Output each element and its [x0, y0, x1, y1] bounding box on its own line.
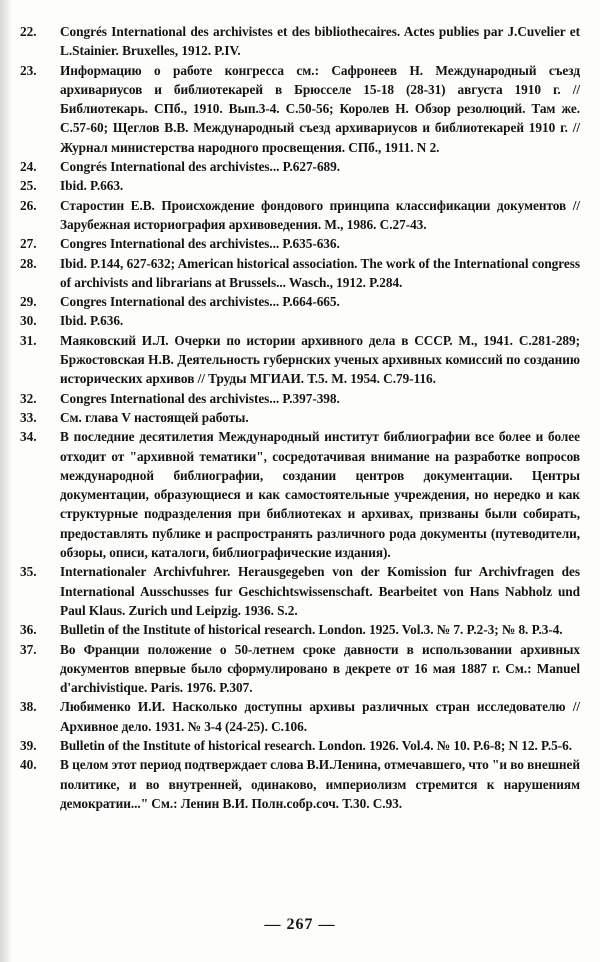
endnote-item — [20, 157, 580, 176]
endnote-number: 23. — [20, 62, 37, 78]
endnote-item — [20, 254, 580, 293]
endnote-text: Internationaler Archivfuhrer. Herausgegeben von der Komission fur Archivfragen des International Ausschusses fur Geschichtswissenschaft. Bearbeitet von Hans Nabholz und Paul Klaus. Zurich und Leipzig. 1936. S.2. — [60, 564, 580, 618]
endnote-item — [20, 61, 580, 157]
endnote-number: 34. — [20, 429, 37, 445]
endnote-number: 32. — [20, 390, 37, 406]
endnote-item — [20, 736, 580, 755]
endnote-item — [20, 331, 580, 389]
endnote-text: Bulletin of the Institute of historical research. London. 1926. Vol.4. № 10. P.6-8; N 12. P.5-6. — [60, 737, 573, 753]
endnote-number: 27. — [20, 236, 37, 252]
endnote-number: 38. — [20, 699, 37, 715]
endnote-item — [20, 427, 580, 562]
endnote-number: 36. — [20, 622, 37, 638]
endnote-item — [20, 408, 580, 427]
endnotes-list — [20, 22, 580, 813]
endnote-number: 30. — [20, 313, 37, 329]
endnote-number: 22. — [20, 24, 37, 39]
endnote-item — [20, 176, 580, 195]
endnote-item — [20, 234, 580, 253]
endnote-text: Congres International des archivistes... P.397-398. — [60, 390, 340, 406]
endnote-item — [20, 311, 580, 330]
endnote-item — [20, 755, 580, 813]
endnote-item — [20, 292, 580, 311]
endnote-number: 28. — [20, 255, 37, 271]
endnote-item — [20, 389, 580, 408]
endnote-item — [20, 562, 580, 620]
endnote-number: 24. — [20, 159, 37, 175]
endnote-text: Маяковский И.Л. Очерки по истории архивного дела в СССР. М., 1941. С.281-289; Бржостовская Н.В. Деятельность губернских ученых архивных комиссий по созданию исторических архивов // Труды МГИАИ. Т.5. М. 1954. С.79-116. — [60, 332, 580, 387]
endnote-number: 29. — [20, 294, 37, 310]
endnote-text: Bulletin of the Institute of historical research. London. 1925. Vol.3. № 7. P.2-3; № 8. P.3-4. — [60, 622, 563, 638]
endnote-item — [20, 22, 580, 61]
endnote-item — [20, 697, 580, 736]
endnote-number: 35. — [20, 564, 37, 580]
endnote-text: Любименко И.И. Насколько доступны архивы различных стран исследователю // Архивное дело. 1931. № 3-4 (24-25). С.106. — [60, 699, 580, 734]
endnote-item — [20, 196, 580, 235]
endnote-text: Congres International des archivistes... P.664-665. — [60, 294, 340, 310]
endnote-text: Во Франции положение о 50-летнем сроке давности в использовании архивных документов впервые было сформулировано в декрете от 16 мая 1887 г. См.: Manuel d'archivistique. Paris. 1976. P.307. — [60, 641, 580, 696]
endnote-text: См. глава V настоящей работы. — [60, 409, 249, 425]
endnote-number: 31. — [20, 332, 37, 348]
endnote-text: Congres International des archivistes... P.635-636. — [60, 236, 340, 252]
endnote-number: 37. — [20, 641, 37, 657]
endnote-text: В последние десятилетия Международный институт библиографии все более и более отходит от "архивной тематики", сосредотачивая внимание на разработке вопросов международной библиографии, создании центров документации. Центры документации, образующиеся и как самостоятельные учреждения, но нередко и как структурные подразделения при библиотеках и архивах, призваны были собирать, предоставлять публике и распространять различного рода документы (путеводители, обзоры, описи, каталоги, библиографические издания). — [60, 429, 580, 561]
endnote-number: 26. — [20, 197, 37, 213]
endnote-text: В целом этот период подтверждает слова В.И.Ленина, отмечавшего, что "и во внешней политике, и во внутренней, одинаково, империолизм стремится к нарушениям демократии..." См.: Ленин В.И. Полн.собр.соч. Т.30. С.93. — [60, 757, 580, 811]
endnote-text: Информацию о работе конгресса см.: Сафронеев Н. Международный съезд архивариусов и библиотекарей в Брюсселе 15-18 (28-31) августа 1910 г. // Библиотекарь. СПб., 1910. Вып.3-4. С.50-56; Королев Н. Обзор резолюций. Там же. С.57-60; Щеглов В.В. Международный съезд архивариусов и библиотекарей 1910 г. // Журнал министерства народного просвещения. СПб., 1911. N 2. — [60, 62, 580, 155]
page-number: — 267 — — [264, 916, 336, 933]
endnote-text: Старостин Е.В. Происхождение фондового принципа классификации документов // Зарубежная историография архивоведения. М., 1986. С.27-43. — [60, 197, 580, 232]
page-gutter-shadow — [0, 0, 12, 962]
endnote-item — [20, 620, 580, 639]
endnote-number: 33. — [20, 409, 37, 425]
endnote-text: Ibid. P.144, 627-632; American historical association. The work of the International congress of archivists and librarians at Brussels... Wasch., 1912. P.284. — [60, 255, 580, 290]
endnote-number: 40. — [20, 757, 37, 773]
endnote-number: 39. — [20, 737, 37, 753]
endnote-number: 25. — [20, 178, 37, 194]
endnote-item — [20, 640, 580, 698]
endnote-text: Ibid. P.636. — [60, 313, 124, 329]
endnote-text: Ibid. P.663. — [60, 178, 124, 194]
endnote-text: Congrés International des archivistes et des bibliothecaires. Actes publies par J.Cuvelier et L.Stainier. Bruxelles, 1912. P.IV. — [60, 24, 580, 59]
endnote-text: Congrés International des archivistes... P.627-689. — [60, 159, 341, 175]
